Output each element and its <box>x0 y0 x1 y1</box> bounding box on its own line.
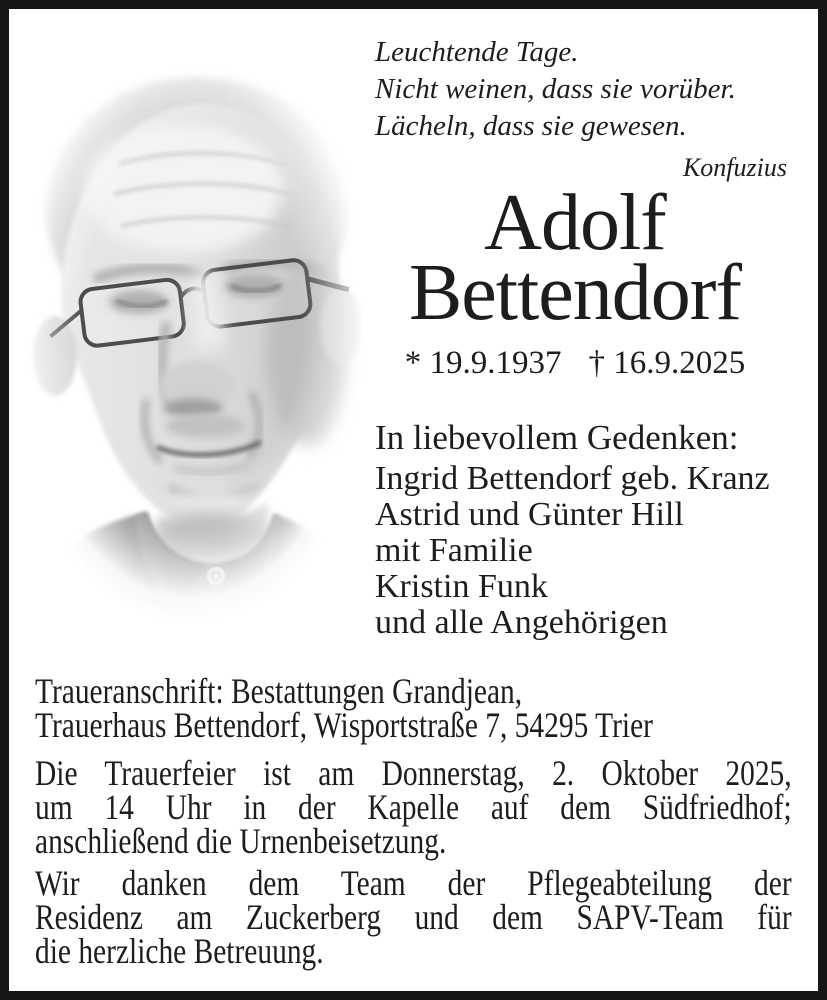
quote-line: Nicht weinen, dass sie vorüber. <box>375 73 736 105</box>
mourner: Ingrid Bettendorf geb. Kranz <box>375 460 770 497</box>
life-dates <box>361 347 789 380</box>
mourner: und alle Angehörigen <box>375 604 668 641</box>
detail-line: Residenz am Zuckerberg und dem SAPV-Team für <box>35 897 792 937</box>
mourners-list <box>375 461 799 641</box>
quote-attribution: Konfuzius <box>682 153 787 182</box>
mourner: Kristin Funk <box>375 568 548 605</box>
detail-line: anschließend die Urnenbeisetzung. <box>35 821 447 861</box>
quote-line: Leuchtende Tage. <box>375 36 579 68</box>
birth-date: * 19.9.1937 <box>404 345 562 381</box>
quote-line: Lächeln, dass sie gewesen. <box>375 110 687 142</box>
portrait-photo-svg <box>9 54 375 634</box>
quote-block <box>375 34 797 186</box>
deceased-name <box>361 179 789 337</box>
detail-line: Wir danken dem Team der Pflegeabteilung der <box>35 863 792 903</box>
detail-line: Trauerhaus Bettendorf, Wisportstraße 7, 54295 Trier <box>35 705 653 745</box>
memorial-section <box>375 419 799 641</box>
mourner: Astrid und Günter Hill <box>375 496 684 533</box>
service-paragraph <box>35 753 792 861</box>
funeral-details <box>35 671 792 971</box>
memorial-heading: In liebevollem Gedenken: <box>375 418 739 457</box>
detail-line: um 14 Uhr in der Kapelle auf dem Südfriedhof; <box>35 787 792 827</box>
deceased-first-name: Adolf <box>484 179 666 267</box>
address-paragraph <box>35 671 792 745</box>
detail-line: Traueranschrift: Bestattungen Grandjean, <box>35 671 523 711</box>
detail-line: Die Trauerfeier ist am Donnerstag, 2. Oktober 2025, <box>35 753 792 793</box>
deceased-last-name: Bettendorf <box>408 249 742 337</box>
portrait-photo <box>9 54 375 634</box>
death-date: † 16.9.2025 <box>588 345 746 381</box>
detail-line: die herzliche Betreuung. <box>35 931 324 971</box>
mourner: mit Familie <box>375 532 533 569</box>
photo-vignette <box>9 54 375 634</box>
thanks-paragraph <box>35 863 792 971</box>
